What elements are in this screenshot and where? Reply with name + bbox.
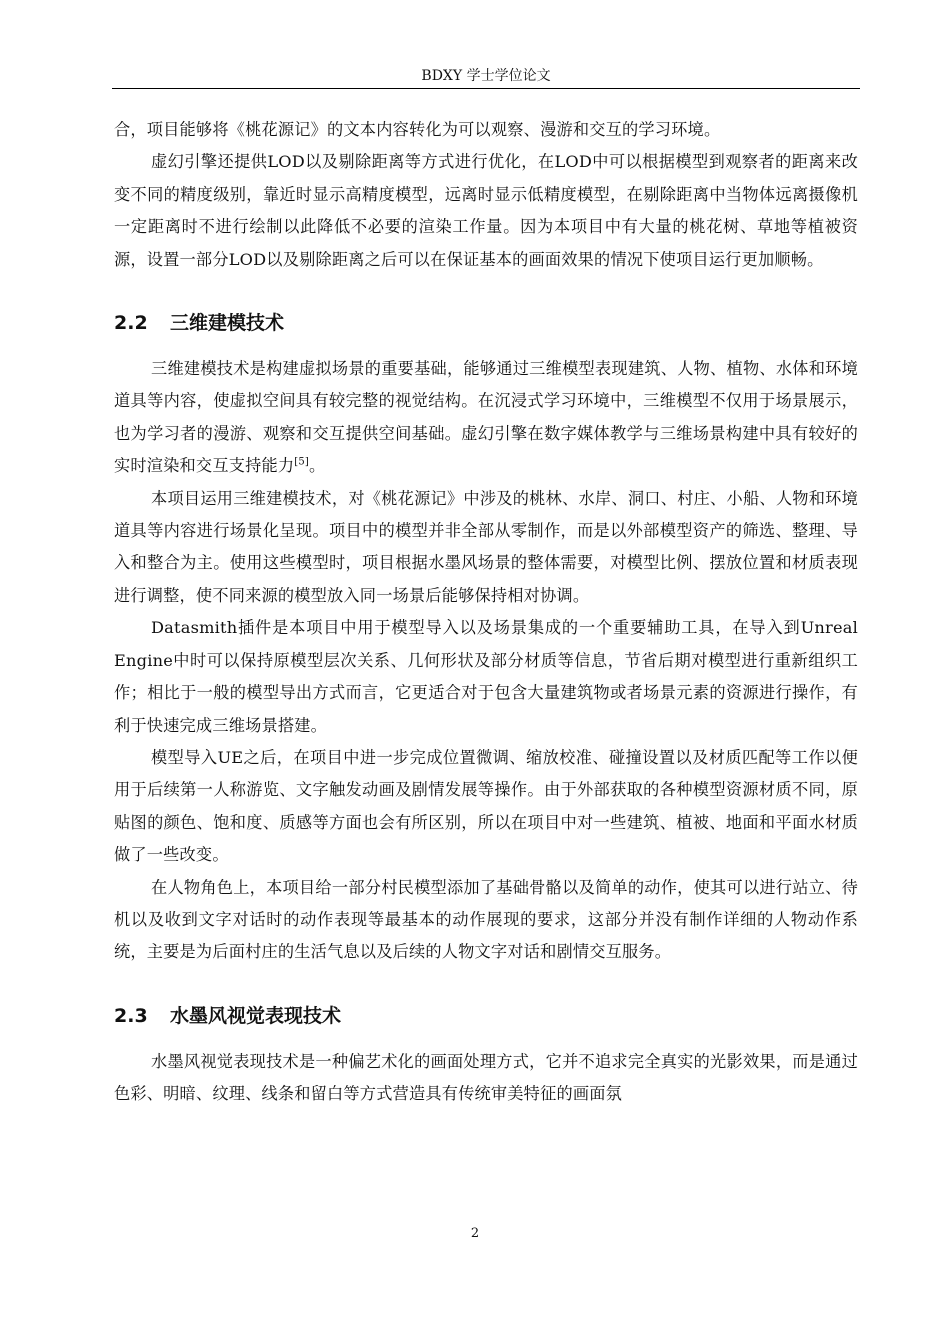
paragraph-lod: 虚幻引擎还提供LOD以及剔除距离等方式进行优化，在LOD中可以根据模型到观察者的距离来改变不同的精度级别，靠近时显示高精度模型，远离时显示低精度模型，在剔除距离中当物体远离摄像机一定距离时不进行绘制以此降低不必要的渲染工作量。因为本项目中有大量的桃花树、草地等植被资源，设置一部分LOD以及剔除距离之后可以在保证基本的画面效果的情况下使项目运行更加顺畅。 xyxy=(114,152,858,269)
paragraph-continuation: 合，项目能够将《桃花源记》的文本内容转化为可以观察、漫游和交互的学习环境。 xyxy=(114,120,721,139)
paragraph-end: 。 xyxy=(309,456,326,476)
section-number: 2.3 xyxy=(114,1004,148,1027)
citation-ref: [5] xyxy=(294,456,310,468)
section-title: 三维建模技术 xyxy=(170,312,285,335)
paragraph-text: 三维建模技术是构建虚拟场景的重要基础，能够通过三维模型表现建筑、人物、植物、水体和环境道具等内容，使虚拟空间具有较完整的视觉结构。在沉浸式学习环境中，三维模型不仅用于场景展示，也为学习者的漫游、观察和交互提供空间基础。虚幻引擎在数字媒体教学与三维场景构建中具有较好的实时渲染和交互支持能力 xyxy=(114,359,858,476)
section-heading-2-2 xyxy=(114,308,858,338)
paragraph-modeling-intro xyxy=(114,353,858,483)
paragraph-datasmith: Datasmith插件是本项目中用于模型导入以及场景集成的一个重要辅助工具，在导入到Unreal Engine中时可以保持原模型层次关系、几何形状及部分材质等信息，节省后期对模型进行重新组织工作；相比于一般的模型导出方式而言，它更适合对于包含大量建筑物或者场景元素的资源进行操作，有利于快速完成三维场景搭建。 xyxy=(114,618,858,735)
paragraph-model-import: 模型导入UE之后，在项目中进一步完成位置微调、缩放校准、碰撞设置以及材质匹配等工作以便用于后续第一人称游览、文字触发动画及剧情发展等操作。由于外部获取的各种模型资源材质不同，原贴图的颜色、饱和度、质感等方面也会有所区别，所以在项目中对一些建筑、植被、地面和平面水材质做了一些改变。 xyxy=(114,747,858,865)
header-divider xyxy=(112,88,860,89)
paragraph-ink-style: 水墨风视觉表现技术是一种偏艺术化的画面处理方式，它并不追求完全真实的光影效果，而是通过色彩、明暗、纹理、线条和留白等方式营造具有传统审美特征的画面氛 xyxy=(114,1051,858,1104)
running-header: BDXY 学士学位论文 xyxy=(421,68,551,84)
paragraph-modeling-project: 本项目运用三维建模技术，对《桃花源记》中涉及的桃林、水岸、洞口、村庄、小船、人物和环境道具等内容进行场景化呈现。项目中的模型并非全部从零制作，而是以外部模型资产的筛选、整理、导入和整合为主。使用这些模型时，项目根据水墨风场景的整体需要，对模型比例、摆放位置和材质表现进行调整，使不同来源的模型放入同一场景后能够保持相对协调。 xyxy=(114,488,858,605)
page-number: 2 xyxy=(470,1226,480,1241)
page-body xyxy=(114,111,858,1111)
section-heading-2-3 xyxy=(114,1001,858,1031)
section-number: 2.2 xyxy=(114,312,148,335)
section-title: 水墨风视觉表现技术 xyxy=(170,1004,342,1027)
paragraph-characters: 在人物角色上，本项目给一部分村民模型添加了基础骨骼以及简单的动作，使其可以进行站立、待机以及收到文字对话时的动作表现等最基本的动作展现的要求，这部分并没有制作详细的人物动作系统，主要是为后面村庄的生活气息以及后续的人物文字对话和剧情交互服务。 xyxy=(114,877,858,962)
